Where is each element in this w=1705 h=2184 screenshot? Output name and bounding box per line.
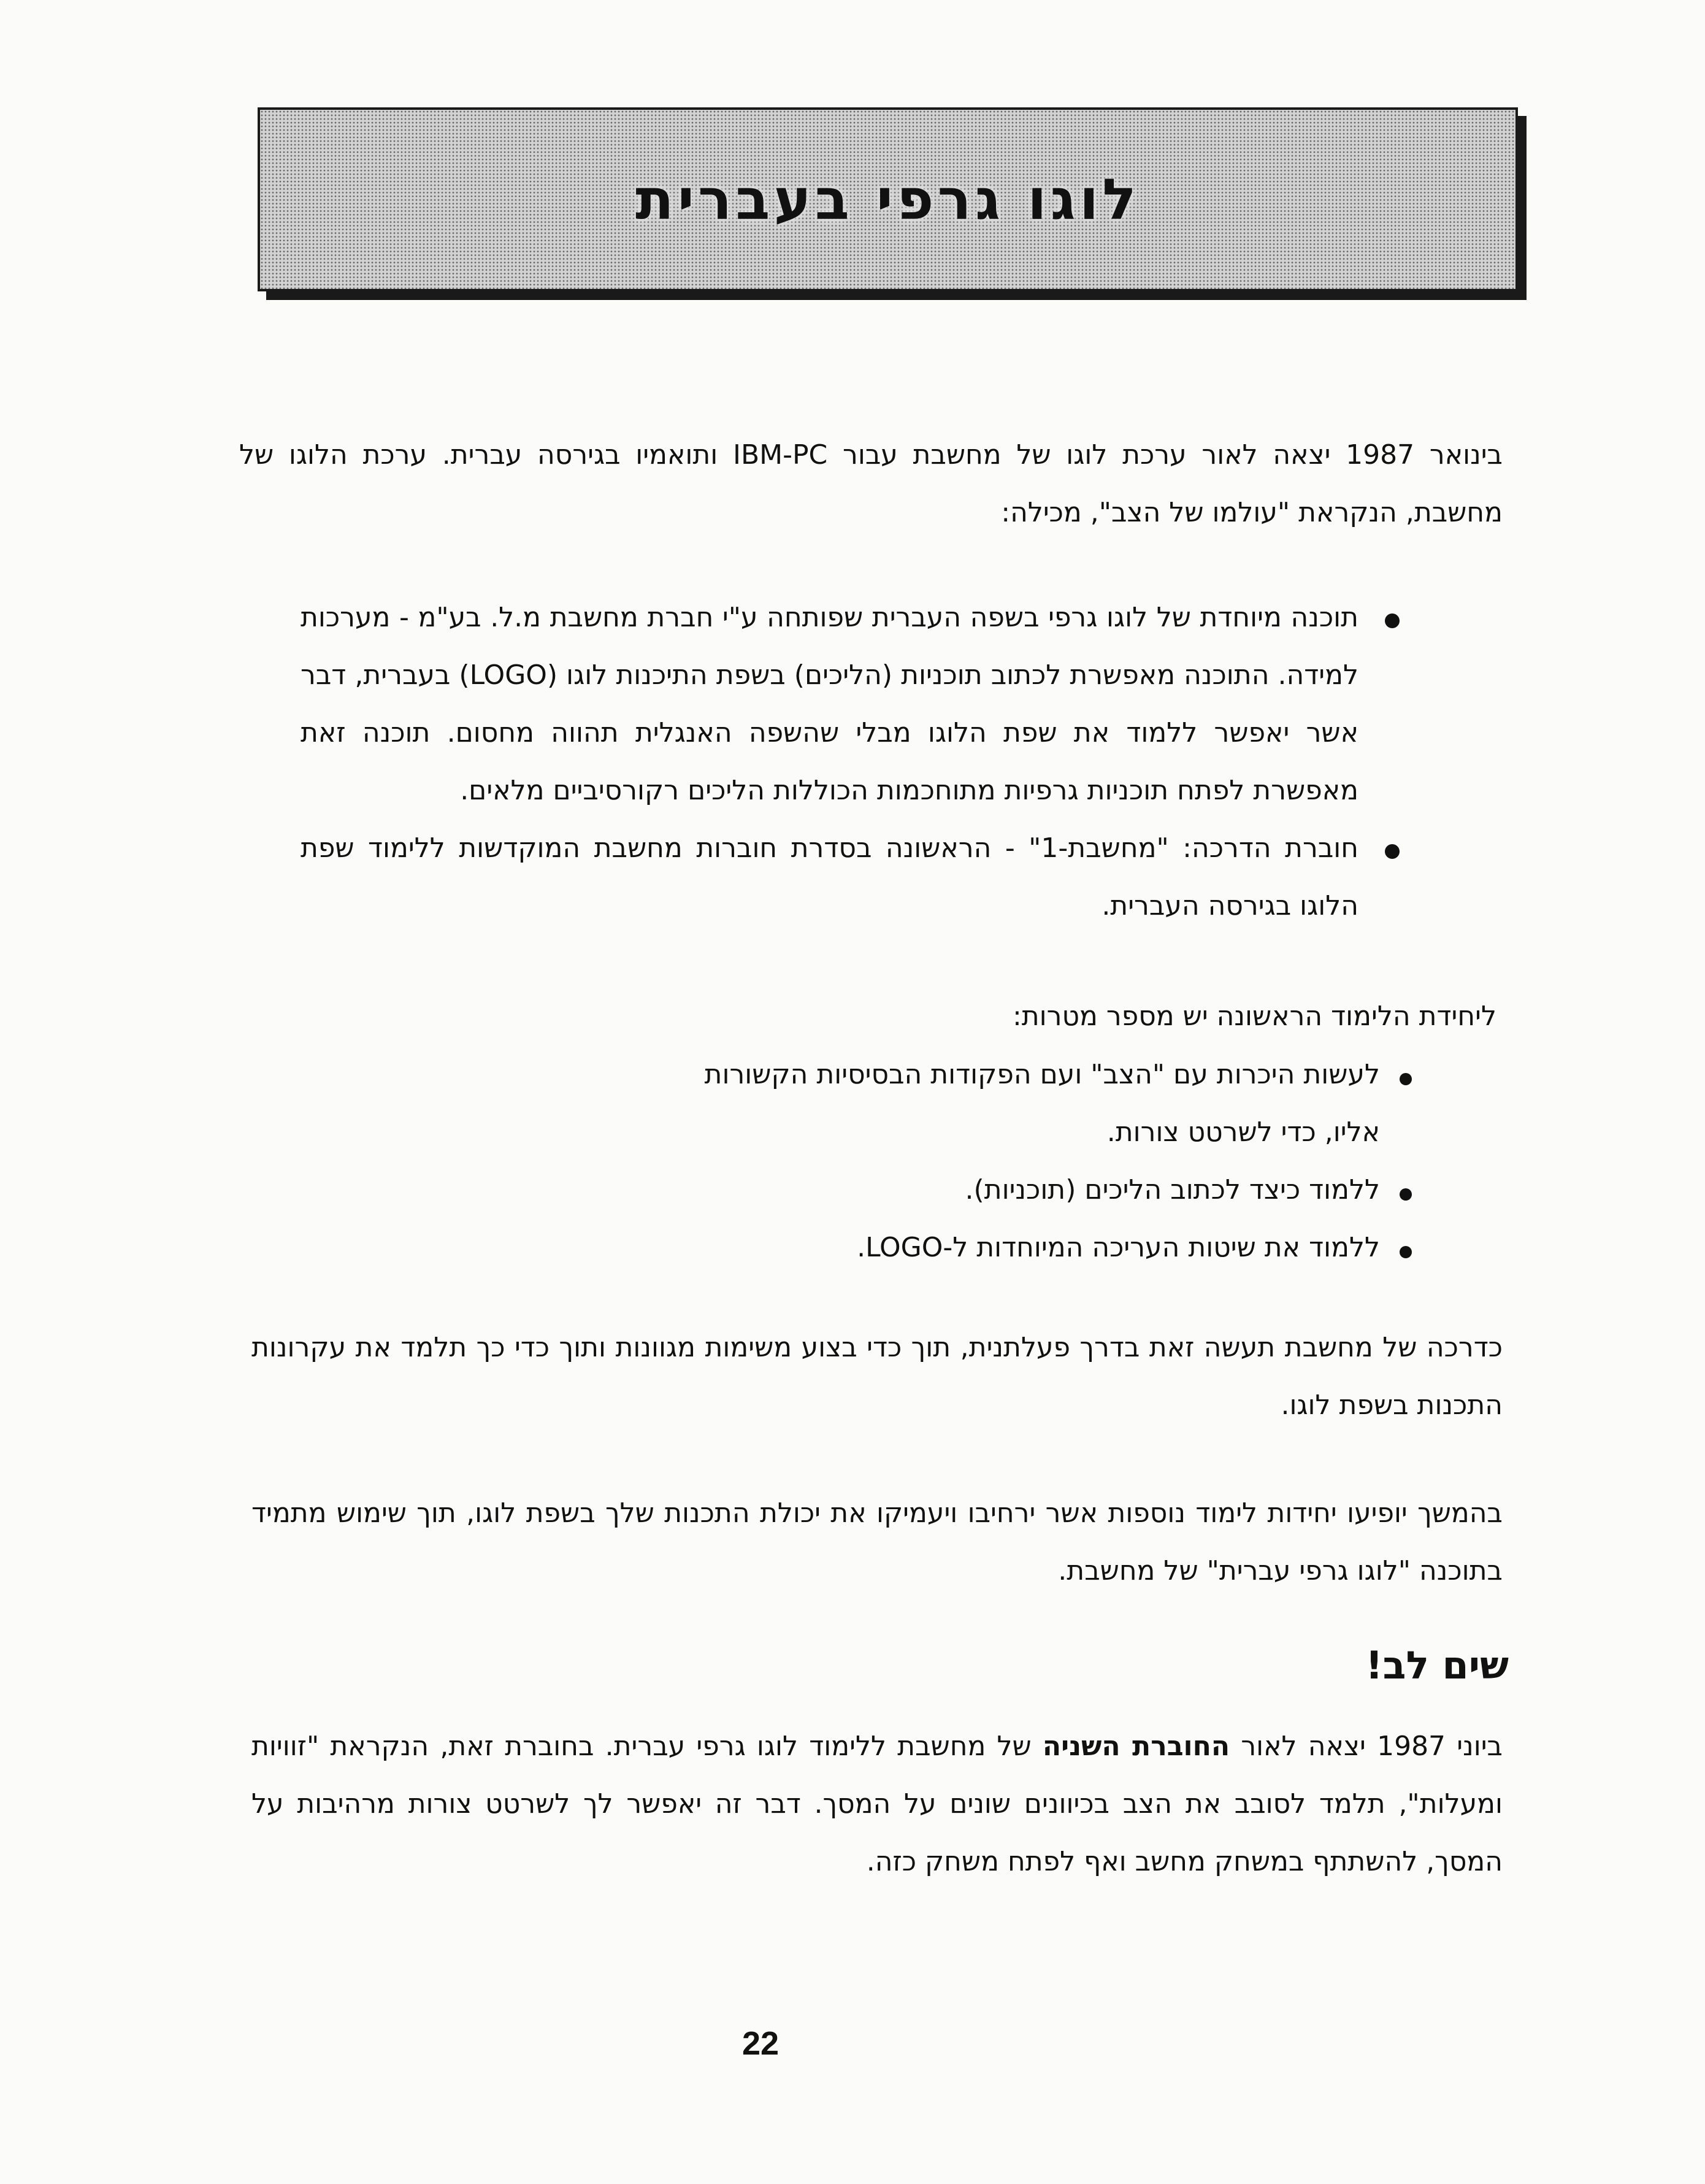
list-item: לעשות היכרות עם "הצב" ועם הפקודות הבסיסיות הקשורות אליו, כדי לשרטט צורות.	[681, 1046, 1417, 1161]
attention-paragraph	[251, 1718, 1503, 1891]
goals-list	[681, 1046, 1417, 1277]
attention-heading: שים לב!	[1365, 1643, 1509, 1688]
page-number: 22	[741, 2025, 780, 2062]
list-item: תוכנה מיוחדת של לוגו גרפי בשפה העברית שפותחה ע"י חברת מחשבת מ.ל. בע"מ - מערכות למידה. התוכנה מאפשרת לכתוב תוכניות (הליכים) בשפת התיכנות לוגו (LOGO) בעברית, דבר אשר יאפשר ללמוד את שפת הלוגו מבלי שהשפה האנגלית תהווה מחסום. תוכנה זאת מאפשרת לפתח תוכניות גרפיות מתוחכמות הכוללות הליכים רקורסיביים מלאים.	[301, 589, 1404, 820]
attention-text-end: של מחשבת ללימוד לוגו גרפי עברית. בחוברת זאת, הנקראת "זוויות ומעלות", תלמד לסובב את הצב בכיוונים שונים על המסך. דבר זה יאפשר לך לשרטט צורות מרהיבות על המסך, להשתתף במשחק מחשב ואף לפתח משחק כזה.	[251, 1731, 1503, 1877]
kit-contents-list	[301, 589, 1404, 935]
list-item: ללמוד את שיטות העריכה המיוחדות ל-LOGO.	[681, 1219, 1417, 1277]
guidance-paragraph: כדרכה של מחשבת תעשה זאת בדרך פעלתנית, תוך כדי בצוע משימות מגוונות ותוך כדי כך תלמד את עקרונות התכנות בשפת לוגו.	[251, 1332, 1503, 1421]
continuation-paragraph: בהמשך יופיעו יחידות לימוד נוספות אשר ירחיבו ויעמיקו את יכולת התכנות שלך בשפת לוגו, תוך שימוש מתמיד בתוכנה "לוגו גרפי עברית" של מחשבת.	[251, 1498, 1503, 1586]
attention-text-start: ביוני 1987 יצאה לאור	[1230, 1731, 1503, 1762]
intro-paragraph: בינואר 1987 יצאה לאור ערכת לוגו של מחשבת עבור IBM-PC ותואמיו בגירסה עברית. ערכת הלוגו של מחשבת, הנקראת "עולמו של הצב", מכילה:	[239, 439, 1503, 528]
goals-heading: ליחידת הלימוד הראשונה יש מספר מטרות:	[1012, 1001, 1496, 1032]
page-title: לוגו גרפי בעברית	[635, 166, 1140, 233]
attention-bold-text: החוברת השניה	[1042, 1731, 1230, 1762]
list-item: ללמוד כיצד לכתוב הליכים (תוכניות).	[681, 1161, 1417, 1219]
title-banner	[258, 107, 1518, 291]
list-item: חוברת הדרכה: "מחשבת-1" - הראשונה בסדרת חוברות מחשבת המוקדשות ללימוד שפת הלוגו בגירסה העברית.	[301, 820, 1404, 935]
